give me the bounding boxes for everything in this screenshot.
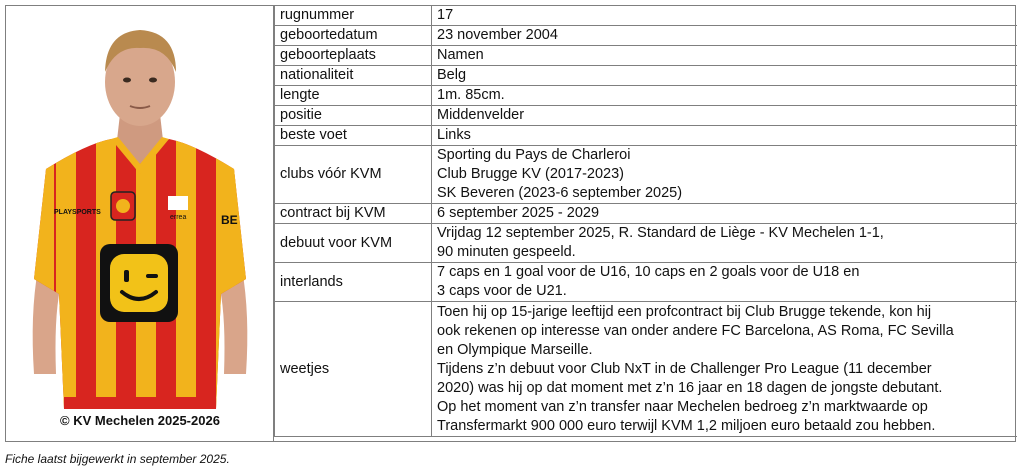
- info-row-2: [275, 46, 1018, 66]
- info-value-line: ook rekenen op interesse van onder andere FC Barcelona, AS Roma, FC Sevilla: [437, 323, 954, 339]
- info-value-line: SK Beveren (2023-6 september 2025): [437, 185, 683, 201]
- info-value: [432, 224, 1018, 263]
- info-key: debuut voor KVM: [275, 224, 432, 263]
- photo-credit: © KV Mechelen 2025-2026: [60, 413, 220, 428]
- info-value-line: 7 caps en 1 goal voor de U16, 10 caps en 2 goals voor de U18 en: [437, 264, 860, 280]
- info-value: [432, 204, 1018, 224]
- info-value: [432, 26, 1018, 46]
- info-value-line: 17: [437, 7, 454, 23]
- info-row-4: [275, 86, 1018, 106]
- info-row-9: [275, 224, 1018, 263]
- info-value: [432, 263, 1018, 302]
- info-value-line: Belg: [437, 67, 467, 83]
- info-value-line: Tijdens z’n debuut voor Club NxT in de Challenger Pro League (11 december: [437, 361, 932, 377]
- info-key: rugnummer: [275, 6, 432, 26]
- jersey-sponsor-text: PLAYSPORTS: [54, 209, 101, 216]
- player-info-table: [274, 6, 1017, 437]
- info-value-line: Club Brugge KV (2017-2023): [437, 166, 625, 182]
- info-value-line: Vrijdag 12 september 2025, R. Standard de Liège - KV Mechelen 1-1,: [437, 225, 884, 241]
- info-key: nationaliteit: [275, 66, 432, 86]
- jersey-sleeve-text: BE: [221, 213, 238, 227]
- info-key: clubs vóór KVM: [275, 146, 432, 204]
- info-value-line: 90 minuten gespeeld.: [437, 244, 576, 260]
- info-key: lengte: [275, 86, 432, 106]
- info-row-8: [275, 204, 1018, 224]
- info-row-6: [275, 126, 1018, 146]
- info-row-3: [275, 66, 1018, 86]
- info-value: [432, 106, 1018, 126]
- info-value-line: 2020) was hij op dat moment met z’n 16 jaar en 18 dagen de jongste debutant.: [437, 380, 943, 396]
- info-value-line: 1m. 85cm.: [437, 87, 505, 103]
- info-value-line: Op het moment van z’n transfer naar Mechelen bedroeg z’n marktwaarde op: [437, 399, 928, 415]
- info-key: weetjes: [275, 302, 432, 437]
- info-value: [432, 86, 1018, 106]
- info-value-line: Transfermarkt 900 000 euro terwijl KVM 1,2 miljoen euro betaald zou hebben.: [437, 418, 936, 434]
- jersey-brand-text: errea: [170, 214, 187, 221]
- info-key: contract bij KVM: [275, 204, 432, 224]
- info-row-10: [275, 263, 1018, 302]
- info-value-line: Middenvelder: [437, 107, 525, 123]
- info-value: [432, 46, 1018, 66]
- info-key: interlands: [275, 263, 432, 302]
- info-key: beste voet: [275, 126, 432, 146]
- info-value-line: Sporting du Pays de Charleroi: [437, 147, 631, 163]
- info-value-line: 3 caps voor de U21.: [437, 283, 567, 299]
- info-value: [432, 66, 1018, 86]
- update-note: Fiche laatst bijgewerkt in september 2025.: [5, 452, 230, 466]
- info-value-line: 6 september 2025 - 2029: [437, 205, 600, 221]
- info-value: [432, 6, 1018, 26]
- photo-cell: [6, 6, 274, 441]
- info-row-5: [275, 106, 1018, 126]
- info-value: [432, 146, 1018, 204]
- info-row-1: [275, 26, 1018, 46]
- info-value: [432, 302, 1018, 437]
- info-value-line: Links: [437, 127, 471, 143]
- info-value-line: Namen: [437, 47, 484, 63]
- player-card: [5, 5, 1016, 442]
- info-value: [432, 126, 1018, 146]
- player-photo: [16, 14, 264, 409]
- info-row-11: [275, 302, 1018, 437]
- info-row-0: [275, 6, 1018, 26]
- info-row-7: [275, 146, 1018, 204]
- info-key: positie: [275, 106, 432, 126]
- info-value-line: Toen hij op 15-jarige leeftijd een profcontract bij Club Brugge tekende, kon hij: [437, 304, 932, 320]
- info-key: geboorteplaats: [275, 46, 432, 66]
- info-key: geboortedatum: [275, 26, 432, 46]
- info-value-line: 23 november 2004: [437, 27, 558, 43]
- info-value-line: en Olympique Marseille.: [437, 342, 593, 358]
